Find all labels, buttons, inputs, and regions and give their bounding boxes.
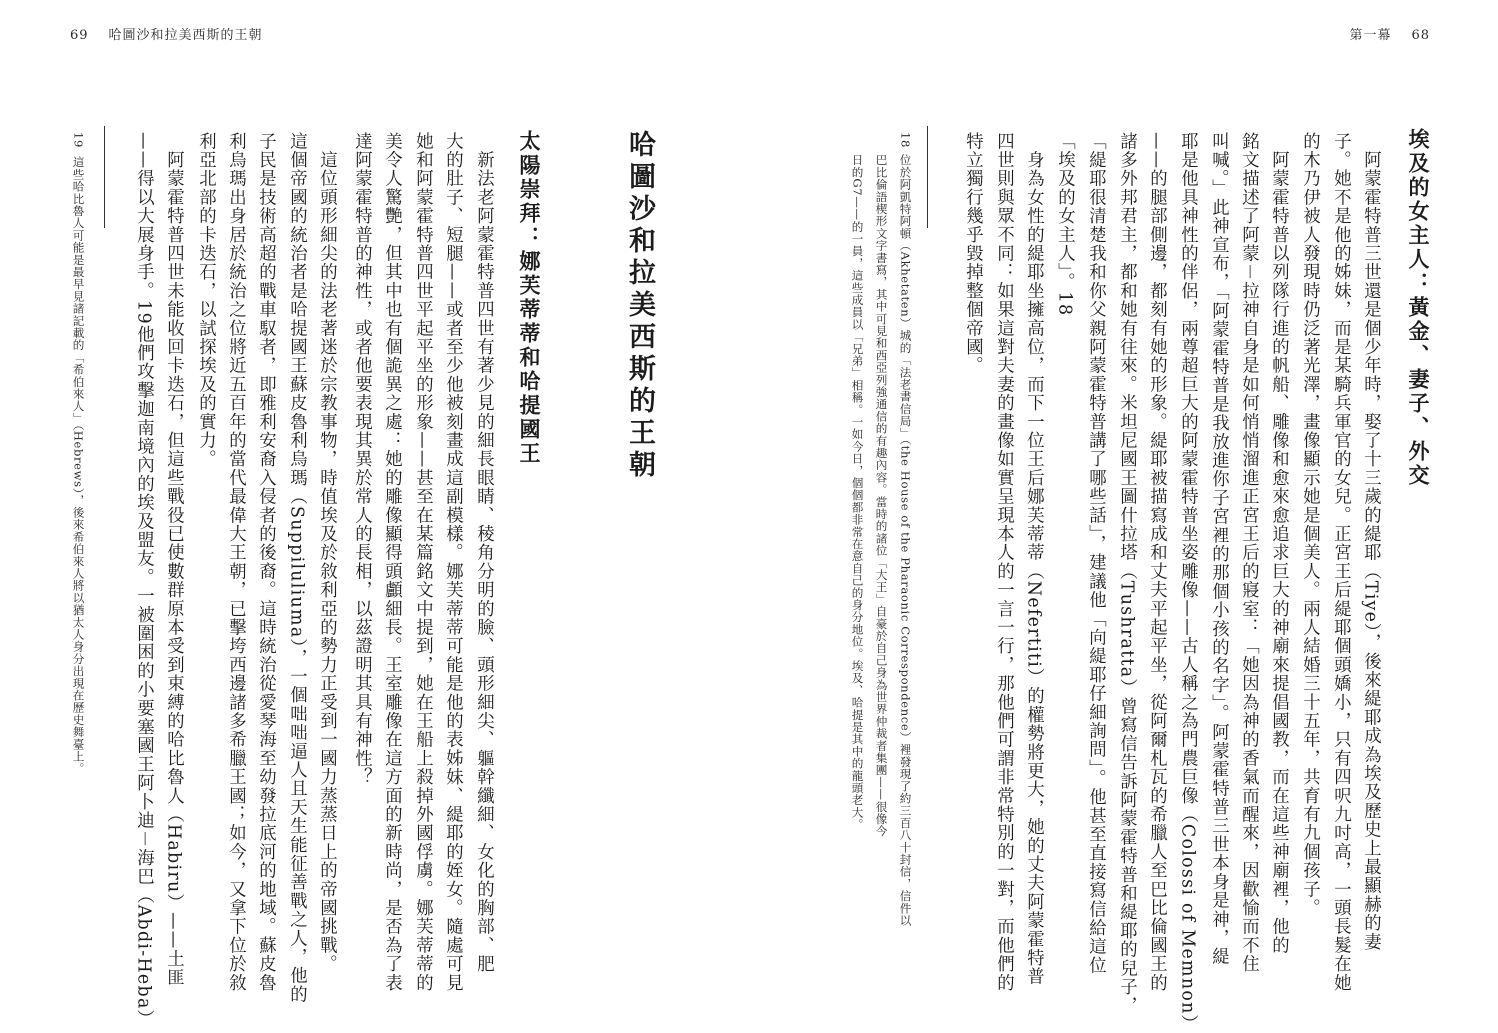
- body-line: 叫喊。」此神宣布，「阿蒙霍特普是我放進你子宮裡的那個小孩的名字」。阿蒙霍特普三世本身是神，緹: [1208, 132, 1229, 967]
- body-line: 阿蒙霍特普以列隊行進的帆船、雕像和愈來愈追求巨大的神廟來提倡國教，而在這些神廟裡，他的: [1268, 132, 1289, 955]
- right-running-title: 第一幕: [1349, 28, 1392, 43]
- section-title-right: 埃及的女主人：黃金、妻子、外交: [1406, 128, 1430, 488]
- running-header-left: [70, 24, 263, 43]
- body-line: 阿蒙霍特普四世未能收回卡迭石，但這些戰役已使數群原本受到束縛的哈比魯人（Habiru）——土匪: [163, 132, 184, 987]
- body-line: 這位頭形細尖的法老著迷於宗教事物，時值埃及於敘利亞的勢力正受到一國力蒸蒸日上的帝國挑戰。: [316, 132, 337, 974]
- right-page: [749, 0, 1498, 1033]
- body-line: 特立獨行幾乎毀掉整個帝國。: [962, 132, 983, 376]
- body-line: 「緹耶很清楚我和你父親阿蒙霍特普講了哪些話」，建議他「向緹耶仔細詢問」。他甚至直接寫信給這位: [1085, 132, 1106, 975]
- footnote-line: 這些哈比魯人可能是最早見諸記載的「希伯來人」（Hebrews），後來希伯來人將以猶太人身分出現在歷史舞臺上。: [71, 156, 86, 775]
- section-title-left: 太陽崇拜：娜芙蒂蒂和哈提國王: [517, 130, 541, 466]
- running-header-right: [1349, 24, 1430, 43]
- left-page: [0, 0, 749, 1029]
- chapter-title: 哈圖沙和拉美西斯的王朝: [624, 130, 655, 482]
- footnote-rule-left: [104, 126, 105, 228]
- body-line: 四世則與眾不同：如果這對夫妻的畫像如實呈現本人的一言一行，那他們可謂非常特別的一對，而他們的: [993, 132, 1014, 993]
- footnote-line: 巴比倫語楔形文字書寫，其中可見和西亞列強通信的有趣內容。當時的諸位「大王」自豪於自己身為世界仲裁者集團——很像今: [874, 154, 889, 838]
- body-line: 「埃及的女主人」。18: [1054, 132, 1075, 317]
- body-line: 身為女性的緹耶坐擁高位，而下一位王后娜芙蒂蒂（Nefertiti）的權勢將更大，她的丈夫阿蒙霍特普: [1023, 132, 1044, 987]
- left-page-number: 69: [70, 28, 89, 43]
- body-line: ——的腿部側邊，都刻有她的形象。緹耶被描寫成和丈夫平起平坐，從阿爾札瓦的希臘人至巴比倫國王的: [1146, 132, 1167, 993]
- right-page-number: 68: [1411, 28, 1430, 43]
- body-line: 耶是他具神性的伴侶，兩尊超巨大的阿蒙霍特普坐姿雕像——古人稱之為門農巨像（Colossi of Memnon）: [1177, 132, 1198, 1033]
- footnote-line: 日的G7——的一員，這些成員以「兄弟」相稱。一如今日，個個都非常在意自己的身分地位。埃及、哈提是其中的龍頭老大。: [850, 154, 865, 831]
- left-running-title: 哈圖沙和拉美西斯的王朝: [108, 28, 263, 43]
- footnote-number-right: 18: [898, 132, 913, 148]
- body-line: ——得以大展身手。19他們攻擊迦南境內的埃及盟友。一被圍困的小要塞國王阿卜迪－海巴（Abdi-Heba）: [133, 132, 154, 1029]
- footnote-line: 位於阿凱特阿頓（Akhetaten）城的「法老書信局」（the House of the Pharaonic Correspondence）裡發現了約三百八十封信，信件以: [898, 154, 913, 927]
- footnote-rule-right: [927, 126, 928, 228]
- footnote-number-left: 19: [71, 132, 86, 148]
- body-line: 阿蒙霍特普三世還是個少年時，娶了十三歲的緹耶（Tiye），後來緹耶成為埃及歷史上最顯赫的妻: [1360, 132, 1381, 952]
- body-line: 利亞北部的卡迭石，以試探埃及的實力。: [195, 132, 216, 469]
- body-line: 銘文描述了阿蒙－拉神自身是如何悄悄溜進正宮王后的寢室：「她因為神的香氣而醒來，因歡愉而不住: [1238, 132, 1259, 974]
- body-line: 新法老阿蒙霍特普四世有著少見的細長眼睛、稜角分明的臉、頭形細尖、軀幹纖細、女化的胸部、肥: [473, 132, 494, 974]
- body-line: 子民是技術高超的戰車馭者，即雅利安裔入侵者的後裔。這時統治從愛琴海至幼發拉底河的地域。蘇皮魯: [255, 132, 276, 993]
- body-line: 她和阿蒙霍特普四世平起平坐的形象——甚至在某篇銘文中提到，她在王船上殺掉外國俘虜。娜芙蒂蒂的: [412, 132, 433, 993]
- body-line: 美令人驚艷，但其中也有個詭異之處：她的雕像顯得頭顱細長。王室雕像在這方面的新時尚，是否為了表: [381, 132, 402, 993]
- body-line: 子。她不是他的姊妹，而是某騎兵軍官的女兒。正宮王后緹耶個頭嬌小，只有四呎九吋高，一頭長髮在她: [1330, 132, 1351, 993]
- body-line: 的木乃伊被人發現時仍泛著光澤，畫像顯示她是個美人。兩人結婚三十五年，共育有九個孩子。: [1299, 132, 1320, 918]
- body-line: 諸多外邦君主，都和她有往來。米坦尼國王圖什拉塔（Tushratta）曾寫信告訴阿蒙霍特普和緹耶的兒子，: [1116, 132, 1137, 1016]
- body-line: 大的肚子、短腿——或者至少他被刻畫成這副模樣。娜芙蒂蒂可能是他的表姊妹、緹耶的姪女。隨處可見: [442, 132, 463, 993]
- body-line: 達阿蒙霍特普的神性，或者他要表現其異於常人的長相，以茲證明其具有神性？: [351, 132, 372, 787]
- body-line: 利烏瑪出身居於統治之位將近五百年的當代最偉大王朝，已擊垮西邊諸多希臘王國；如今，又拿下位於敘: [225, 132, 246, 993]
- body-line: 這個帝國的統治者是哈提國王蘇皮魯利烏瑪（Suppiluliuma），一個咄咄逼人且天生能征善戰之人，他的: [286, 132, 307, 1004]
